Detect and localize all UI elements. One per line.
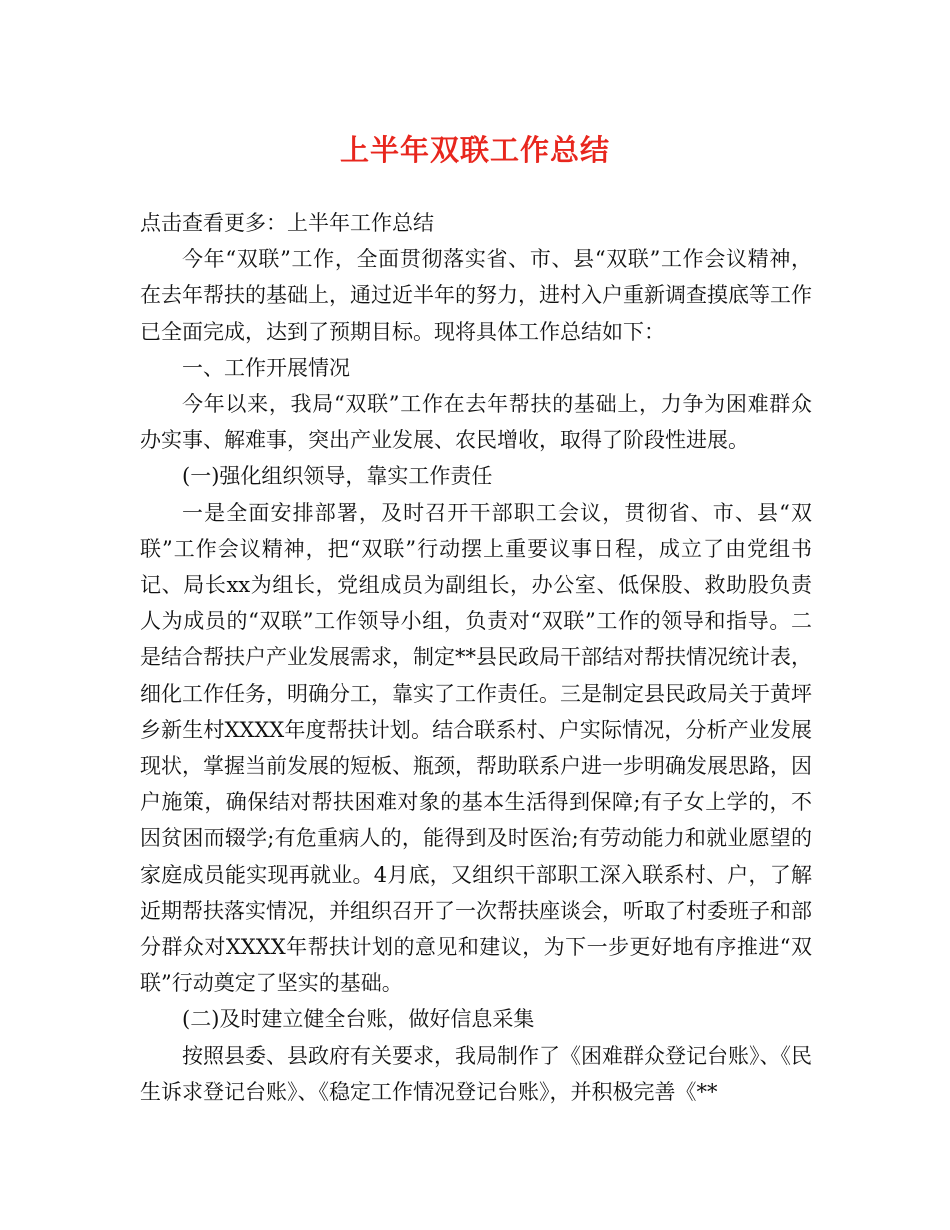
subsection-heading-1: (一)强化组织领导，靠实工作责任: [182, 464, 493, 489]
subsection-heading-2: (二)及时建立健全台账，做好信息采集: [182, 1007, 535, 1032]
document-body: [140, 205, 812, 1110]
paragraph-overview: 今年以来，我局“双联”工作在去年帮扶的基础上，力争为困难群众办实事、解难事，突出产业发展、农民增收，取得了阶段性进展。: [140, 392, 812, 453]
paragraph-organization: 一是全面安排部署，及时召开干部职工会议，贯彻省、市、县“双联”工作会议精神，把“双联”行动摆上重要议事日程，成立了由党组书记、局长xx为组长，党组成员为副组长，办公室、低保股、救助股负责人为成员的“双联”工作领导小组，负责对“双联”工作的领导和指导。二是结合帮扶户产业发展需求，制定**县民政局干部结对帮扶情况统计表，细化工作任务，明确分工，靠实了工作责任。三是制定县民政局关于黄坪乡新生村XXXX年度帮扶计划。结合联系村、户实际情况，分析产业发展现状，掌握当前发展的短板、瓶颈，帮助联系户进一步明确发展思路，因户施策，确保结对帮扶困难对象的基本生活得到保障;有子女上学的，不因贫困而辍学;有危重病人的，能得到及时医治;有劳动能力和就业愿望的家庭成员能实现再就业。4月底，又组织干部职工深入联系村、户，了解近期帮扶落实情况，并组织召开了一次帮扶座谈会，听取了村委班子和部分群众对XXXX年帮扶计划的意见和建议，为下一步更好地有序推进“双联”行动奠定了坚实的基础。: [140, 500, 812, 996]
document-title: 上半年双联工作总结: [339, 133, 610, 167]
paragraph-ledger: 按照县委、县政府有关要求，我局制作了《困难群众登记台账》、《民生诉求登记台账》、《稳定工作情况登记台账》，并积极完善《**: [140, 1043, 812, 1104]
section-heading-1: 一、工作开展情况: [182, 355, 350, 380]
paragraph-intro: 今年“双联”工作，全面贯彻落实省、市、县“双联”工作会议精神，在去年帮扶的基础上，通过近半年的努力，进村入户重新调查摸底等工作已全面完成，达到了预期目标。现将具体工作总结如下：: [140, 247, 812, 344]
more-link-line[interactable]: 点击查看更多：上半年工作总结: [140, 211, 434, 235]
